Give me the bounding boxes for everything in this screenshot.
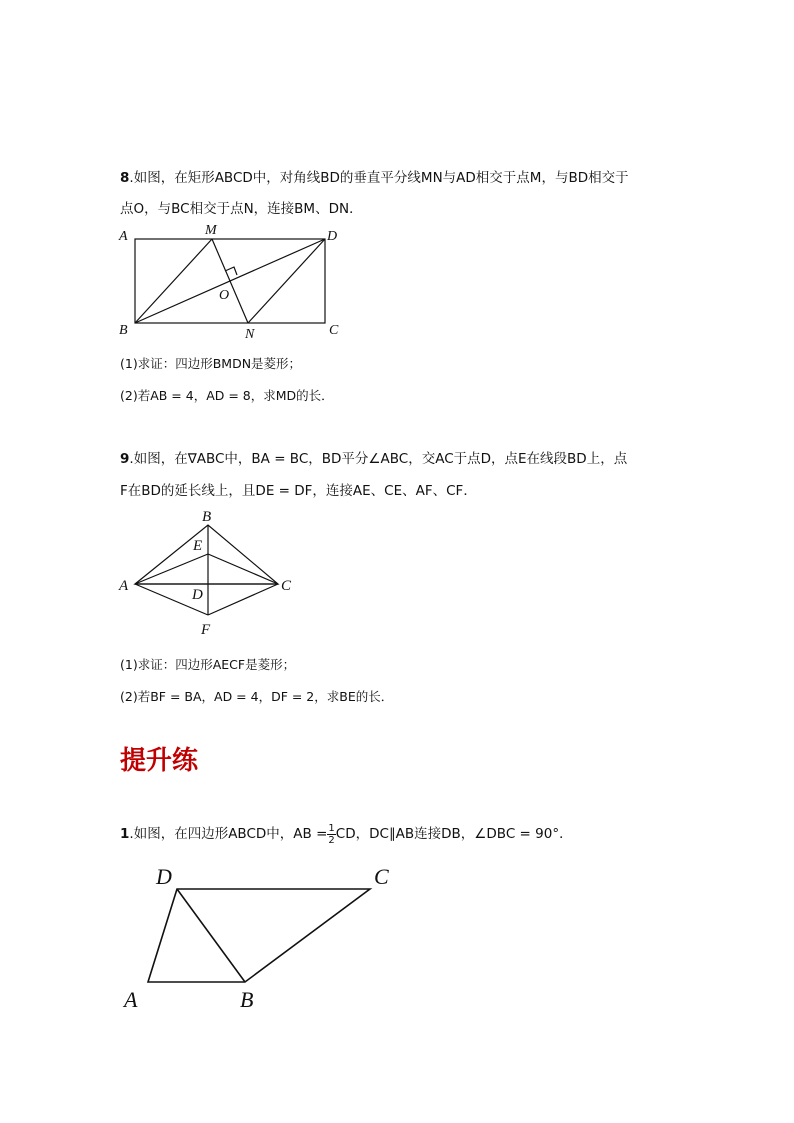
q8-line1 xyxy=(120,166,629,186)
q8-segment-mn xyxy=(212,239,248,323)
p1-line xyxy=(120,822,573,846)
p1-figure xyxy=(120,862,410,1012)
q8-figure xyxy=(115,222,355,342)
q9-label-b: B xyxy=(202,509,212,525)
q9-text1: .如图，在∇ABC中，BA = BC，BD平分∠ABC，交AC于点D，点E在线段BD上，点 xyxy=(129,451,628,467)
q8-segment-dn xyxy=(248,239,325,323)
p1-quadrilateral xyxy=(148,889,370,982)
q8-label-m: M xyxy=(205,223,217,238)
p1-diagonal-db xyxy=(177,889,245,982)
q8-number: 8 xyxy=(120,170,130,186)
p1-fraction xyxy=(327,823,335,846)
q8-segment-bm xyxy=(135,239,212,323)
q9-line2: F在BD的延长线上，且DE = DF，连接AE、CE、AF、CF． xyxy=(120,483,477,499)
q9-label-c: C xyxy=(281,578,292,594)
p1-label-c: C xyxy=(374,864,389,889)
p1-frac-den: 2 xyxy=(328,834,335,846)
q8-label-c: C xyxy=(329,323,339,338)
q9-label-d: D xyxy=(192,587,203,603)
q8-line2: 点O，与BC相交于点N，连接BM、DN． xyxy=(120,201,363,217)
p1-label-b: B xyxy=(240,987,254,1012)
p1-number: 1 xyxy=(120,826,130,842)
q8-label-o: O xyxy=(219,288,230,303)
q9-label-a: A xyxy=(119,578,129,594)
q8-label-a: A xyxy=(119,229,128,244)
section-title: 提升练 xyxy=(120,746,199,776)
p1-text-a: .如图，在四边形ABCD中，AB = xyxy=(129,826,328,842)
q8-text1: .如图，在矩形ABCD中，对角线BD的垂直平分线MN与AD相交于点M，与BD相交于 xyxy=(129,170,629,186)
q8-part2: (2)若AB = 4，AD = 8，求MD的长． xyxy=(120,388,334,403)
q9-figure xyxy=(115,507,315,637)
q9-label-f: F xyxy=(201,622,211,638)
q8-label-n: N xyxy=(245,327,255,342)
q9-number: 9 xyxy=(120,451,130,467)
q8-label-d: D xyxy=(327,229,338,244)
p1-label-d: D xyxy=(156,864,172,889)
p1-label-a: A xyxy=(124,987,138,1012)
q8-part1: (1)求证：四边形BMDN是菱形； xyxy=(120,356,302,371)
q9-line1 xyxy=(120,447,627,467)
p1-frac-num: 1 xyxy=(328,822,335,834)
q8-label-b: B xyxy=(119,323,128,338)
q9-part1: (1)求证：四边形AECF是菱形； xyxy=(120,657,296,672)
p1-text-b: CD，DC∥AB连接DB，∠DBC = 90°． xyxy=(335,826,573,842)
q9-segment-ce xyxy=(208,554,278,584)
q9-label-e: E xyxy=(193,538,203,554)
q9-part2: (2)若BF = BA，AD = 4，DF = 2，求BE的长． xyxy=(120,689,394,704)
q9-segment-ae xyxy=(135,554,208,584)
q9-segment-cf xyxy=(208,584,278,615)
